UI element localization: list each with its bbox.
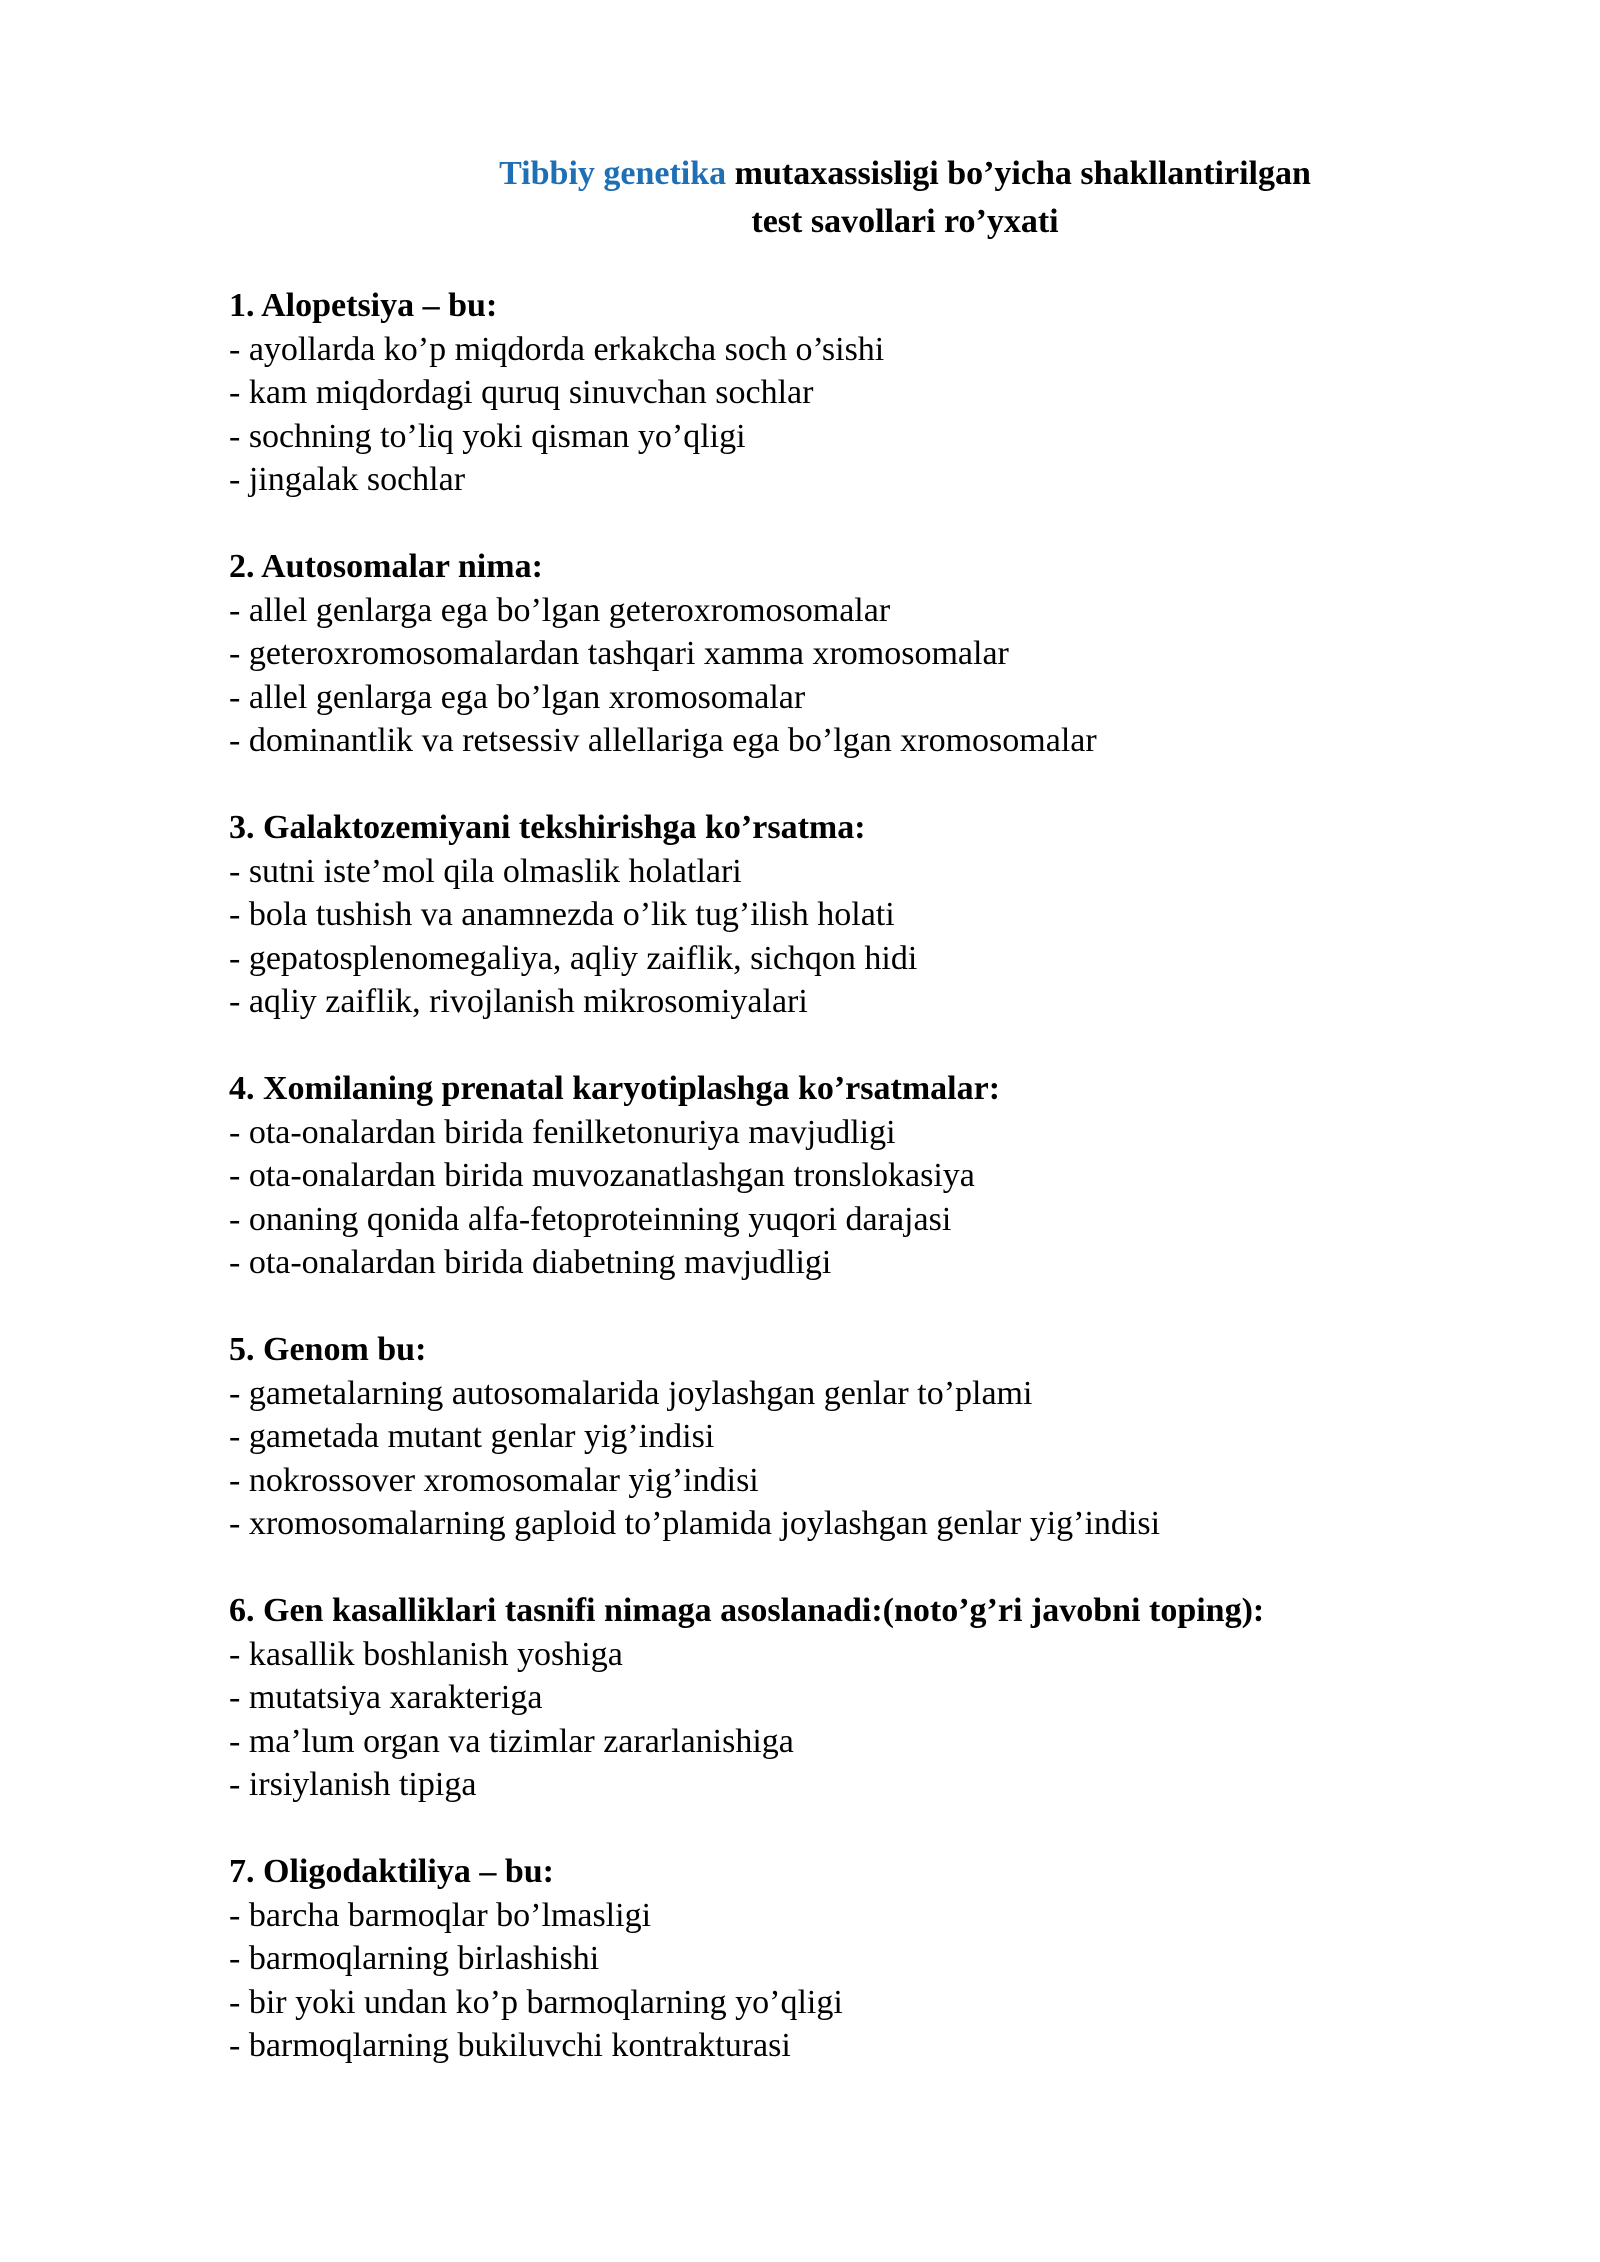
answer-option: - sochning to’liq yoki qisman yo’qligi (229, 417, 746, 455)
title-rest-text: mutaxassisligi bo’yicha shakllantirilgan (726, 155, 1311, 192)
question-item (229, 1067, 1469, 1285)
answer-option: - irsiylanish tipiga (229, 1766, 477, 1803)
answer-option: - barmoqlarning bukiluvchi kontrakturasi (229, 2027, 791, 2064)
question-item (229, 1850, 1469, 2068)
answer-option: - gepatosplenomegaliya, aqliy zaiflik, sichqon hidi (229, 939, 918, 977)
answer-option: - jingalak sochlar (229, 461, 466, 498)
answer-option: - kasallik boshlanish yoshiga (229, 1635, 623, 1673)
answer-option: - dominantlik va retsessiv allellariga ega bo’lgan xromosomalar (229, 722, 1097, 759)
answer-option: - ota-onalardan birida muvozanatlashgan tronslokasiya (229, 1157, 975, 1194)
question-list (229, 284, 1469, 2111)
question-heading: 3. Galaktozemiyani tekshirishga ko’rsatma: (229, 809, 866, 846)
answer-option: - ota-onalardan birida fenilketonuriya mavjudligi (229, 1113, 896, 1151)
answer-option: - onaning qonida alfa-fetoproteinning yuqori darajasi (229, 1200, 952, 1238)
question-heading: 1. Alopetsiya – bu: (229, 287, 498, 324)
answer-option: - allel genlarga ega bo’lgan geteroxromosomalar (229, 591, 891, 629)
answer-option: - barcha barmoqlar bo’lmasligi (229, 1896, 652, 1934)
question-heading: 5. Genom bu: (229, 1331, 427, 1368)
answer-option: - mutatsiya xarakteriga (229, 1679, 543, 1716)
answer-option: - sutni iste’mol qila olmaslik holatlari (229, 852, 742, 890)
answer-option: - aqliy zaiflik, rivojlanish mikrosomiyalari (229, 983, 808, 1020)
question-item (229, 545, 1469, 763)
question-item (229, 284, 1469, 502)
answer-option: - geteroxromosomalardan tashqari xamma xromosomalar (229, 635, 1009, 672)
answer-option: - ayollarda ko’p miqdorda erkakcha soch o’sishi (229, 330, 885, 368)
answer-option: - bir yoki undan ko’p barmoqlarning yo’qligi (229, 1983, 843, 2021)
question-heading: 7. Oligodaktiliya – bu: (229, 1853, 554, 1890)
question-heading: 6. Gen kasalliklari tasnifi nimaga asoslanadi:(noto’g’ri javobni toping): (229, 1592, 1265, 1629)
question-item (229, 1328, 1469, 1546)
title-accent-text: Tibbiy genetika (499, 155, 727, 192)
document-title (430, 150, 1380, 246)
title-line-2: test savollari ro’yxati (751, 203, 1059, 240)
question-heading: 2. Autosomalar nima: (229, 548, 543, 585)
answer-option: - allel genlarga ega bo’lgan xromosomalar (229, 678, 806, 716)
question-item (229, 806, 1469, 1024)
answer-option: - gametalarning autosomalarida joylashgan genlar to’plami (229, 1374, 1033, 1412)
answer-option: - bola tushish va anamnezda o’lik tug’ilish holati (229, 896, 895, 933)
answer-option: - barmoqlarning birlashishi (229, 1940, 600, 1977)
answer-option: - ma’lum organ va tizimlar zararlanishiga (229, 1722, 794, 1760)
answer-option: - kam miqdordagi quruq sinuvchan sochlar (229, 374, 814, 411)
answer-option: - ota-onalardan birida diabetning mavjudligi (229, 1244, 832, 1281)
answer-option: - nokrossover xromosomalar yig’indisi (229, 1461, 759, 1499)
title-line-1 (430, 150, 1380, 198)
answer-option: - xromosomalarning gaploid to’plamida joylashgan genlar yig’indisi (229, 1505, 1161, 1542)
question-heading: 4. Xomilaning prenatal karyotiplashga ko’rsatmalar: (229, 1070, 1001, 1107)
answer-option: - gametada mutant genlar yig’indisi (229, 1418, 715, 1455)
question-item (229, 1589, 1469, 1807)
